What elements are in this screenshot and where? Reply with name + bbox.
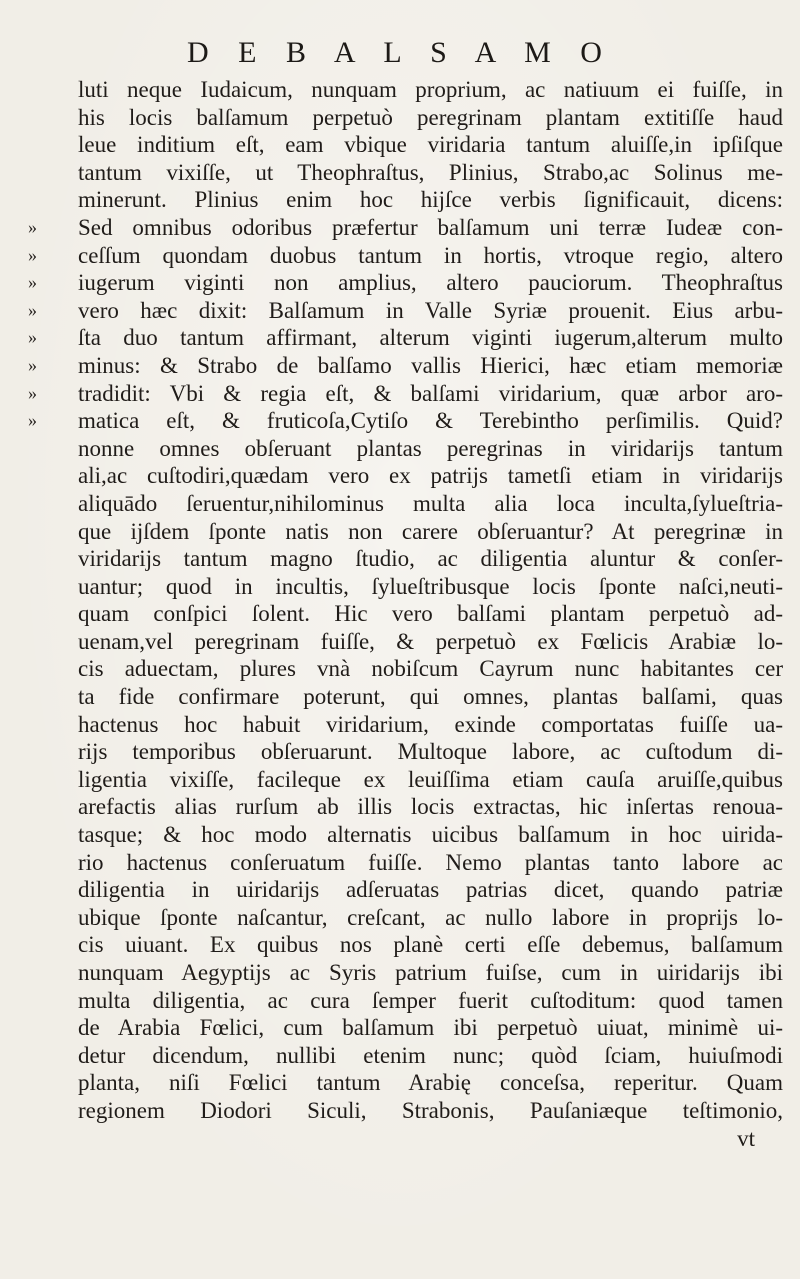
line-text: tantum vixiſſe, ut Theophraſtus, Plinius, Strabo,ac Solinus me- (78, 159, 783, 185)
text-line (28, 297, 783, 325)
text-line (78, 904, 783, 932)
line-text: matica eſt, & fruticoſa,Cytiſo & Terebintho perſimilis. Quid? (78, 408, 783, 434)
quotation-marker: » (28, 382, 37, 403)
text-line (28, 324, 783, 352)
text-line (78, 959, 783, 987)
quotation-marker: » (28, 216, 37, 237)
line-text: diligentia in uiridarijs adſeruatas patrias dicet, quando patriæ (78, 877, 783, 903)
catchword (78, 1125, 783, 1153)
line-text: aliquādo ſeruentur,nihilominus multa alia loca inculta,ſylueſtria- (78, 490, 783, 516)
line-text: ta fide confirmare poterunt, qui omnes, plantas balſami, quas (78, 684, 783, 710)
line-text: planta, niſi Fœlici tantum Arabię conceſsa, reperitur. Quam (78, 1070, 783, 1096)
text-line (78, 1014, 783, 1042)
text-line (78, 545, 783, 573)
line-text: cis uiuant. Ex quibus nos planè certi eſſe debemus, balſamum (78, 932, 783, 958)
text-line (78, 1042, 783, 1070)
text-line (78, 987, 783, 1015)
line-text: minerunt. Plinius enim hoc hijſce verbis ſignificauit, dicens: (78, 187, 783, 213)
line-text: nunquam Aegyptijs ac Syris patrium fuiſse, cum in uiridarijs ibi (78, 960, 783, 985)
text-line (78, 104, 783, 132)
text-line (28, 352, 783, 380)
text-line (78, 876, 783, 904)
line-text: multa diligentia, ac cura ſemper fuerit cuſtoditum: quod tamen (78, 987, 783, 1013)
text-line (78, 490, 783, 518)
text-line (78, 1097, 783, 1125)
line-text: cis aduectam, plures vnà nobiſcum Cayrum nunc habitantes cer (78, 656, 783, 682)
line-text: minus: & Strabo de balſamo vallis Hierici, hæc etiam memoriæ (78, 352, 783, 378)
text-line (78, 600, 783, 628)
quotation-marker: » (28, 354, 37, 375)
text-line (78, 628, 783, 656)
text-line (28, 269, 783, 297)
running-head: D E B A L S A M O (187, 36, 613, 69)
text-line (78, 1069, 783, 1097)
line-text: que ijſdem ſponte natis non carere obſeruantur? At peregrinæ in (78, 518, 783, 544)
text-line (78, 849, 783, 877)
quotation-marker: » (28, 299, 37, 320)
quotation-marker: » (28, 410, 37, 431)
text-line (28, 380, 783, 408)
text-line (78, 766, 783, 794)
text-line (78, 518, 783, 546)
line-text: ſta duo tantum affirmant, alterum viginti iugerum,alterum multo (78, 325, 783, 351)
body-text (28, 76, 783, 1152)
line-text: nonne omnes obſeruant plantas peregrinas in viridarijs tantum (78, 435, 783, 461)
line-text: rio hactenus conſeruatum fuiſſe. Nemo plantas tanto labore ac (78, 849, 783, 875)
text-line (28, 242, 783, 270)
line-text: ubique ſponte naſcantur, creſcant, ac nullo labore in proprijs lo- (78, 904, 783, 930)
line-text: ligentia vixiſſe, facileque ex leuiſſima etiam cauſa aruiſſe,quibus (78, 766, 783, 792)
text-line (78, 76, 783, 104)
line-text: uenam,vel peregrinam fuiſſe, & perpetuò ex Fœlicis Arabiæ lo- (78, 628, 783, 654)
text-line (78, 131, 783, 159)
line-text: tradidit: Vbi & regia eſt, & balſami viridarium, quæ arbor aro- (78, 380, 783, 406)
line-text: vero hæc dixit: Balſamum in Valle Syriæ prouenit. Eius arbu- (78, 297, 783, 323)
text-line (78, 159, 783, 187)
quotation-marker: » (28, 327, 37, 348)
text-line (78, 655, 783, 683)
text-line (78, 738, 783, 766)
line-text: de Arabia Fœlici, cum balſamum ibi perpetuò uiuat, minimè ui- (78, 1015, 783, 1041)
line-text: tasque; & hoc modo alternatis uicibus balſamum in hoc uirida- (78, 822, 783, 848)
text-line (78, 683, 783, 711)
text-line (78, 711, 783, 739)
line-text: quam conſpici ſolent. Hic vero balſami plantam perpetuò ad- (78, 601, 783, 627)
text-line (78, 821, 783, 849)
line-text: detur dicendum, nullibi etenim nunc; quòd ſciam, huiuſmodi (78, 1042, 783, 1068)
line-text: arefactis alias rurſum ab illis locis extractas, hic inſertas renoua- (78, 794, 783, 820)
line-text: viridarijs tantum magno ſtudio, ac diligentia aluntur & conſer- (78, 546, 783, 572)
text-line (78, 793, 783, 821)
text-line (78, 573, 783, 601)
line-text: ceſſum quondam duobus tantum in hortis, vtroque regio, altero (78, 242, 783, 268)
text-line (28, 214, 783, 242)
line-text: ali,ac cuſtodiri,quædam vero ex patrijs tametſi etiam in viridarijs (78, 463, 783, 489)
line-text: hactenus hoc habuit viridarium, exinde comportatas fuiſſe ua- (78, 711, 783, 737)
line-text: iugerum viginti non amplius, altero pauciorum. Theophraſtus (78, 270, 783, 296)
line-text: rijs temporibus obſeruarunt. Multoque labore, ac cuſtodum di- (78, 739, 783, 765)
text-line (78, 186, 783, 214)
line-text: leue inditium eſt, eam vbique viridaria tantum aluiſſe,in ipſiſque (78, 132, 783, 158)
line-text: Sed omnibus odoribus præfertur balſamum uni terræ Iudeæ con- (78, 214, 783, 240)
line-text: his locis balſamum perpetuò peregrinam plantam extitiſſe haud (78, 104, 783, 130)
quotation-marker: » (28, 244, 37, 265)
line-text: uantur; quod in incultis, ſylueſtribusque locis ſponte naſci,neuti- (78, 573, 783, 599)
quotation-marker: » (28, 272, 37, 293)
text-line (78, 435, 783, 463)
line-text: regionem Diodori Siculi, Strabonis, Pauſaniæque teſtimonio, (78, 1097, 783, 1123)
text-line (28, 407, 783, 435)
text-line (78, 931, 783, 959)
text-line (78, 462, 783, 490)
line-text: vt (737, 1125, 755, 1151)
line-text: luti neque Iudaicum, nunquam proprium, ac natiuum ei fuiſſe, in (78, 77, 783, 102)
